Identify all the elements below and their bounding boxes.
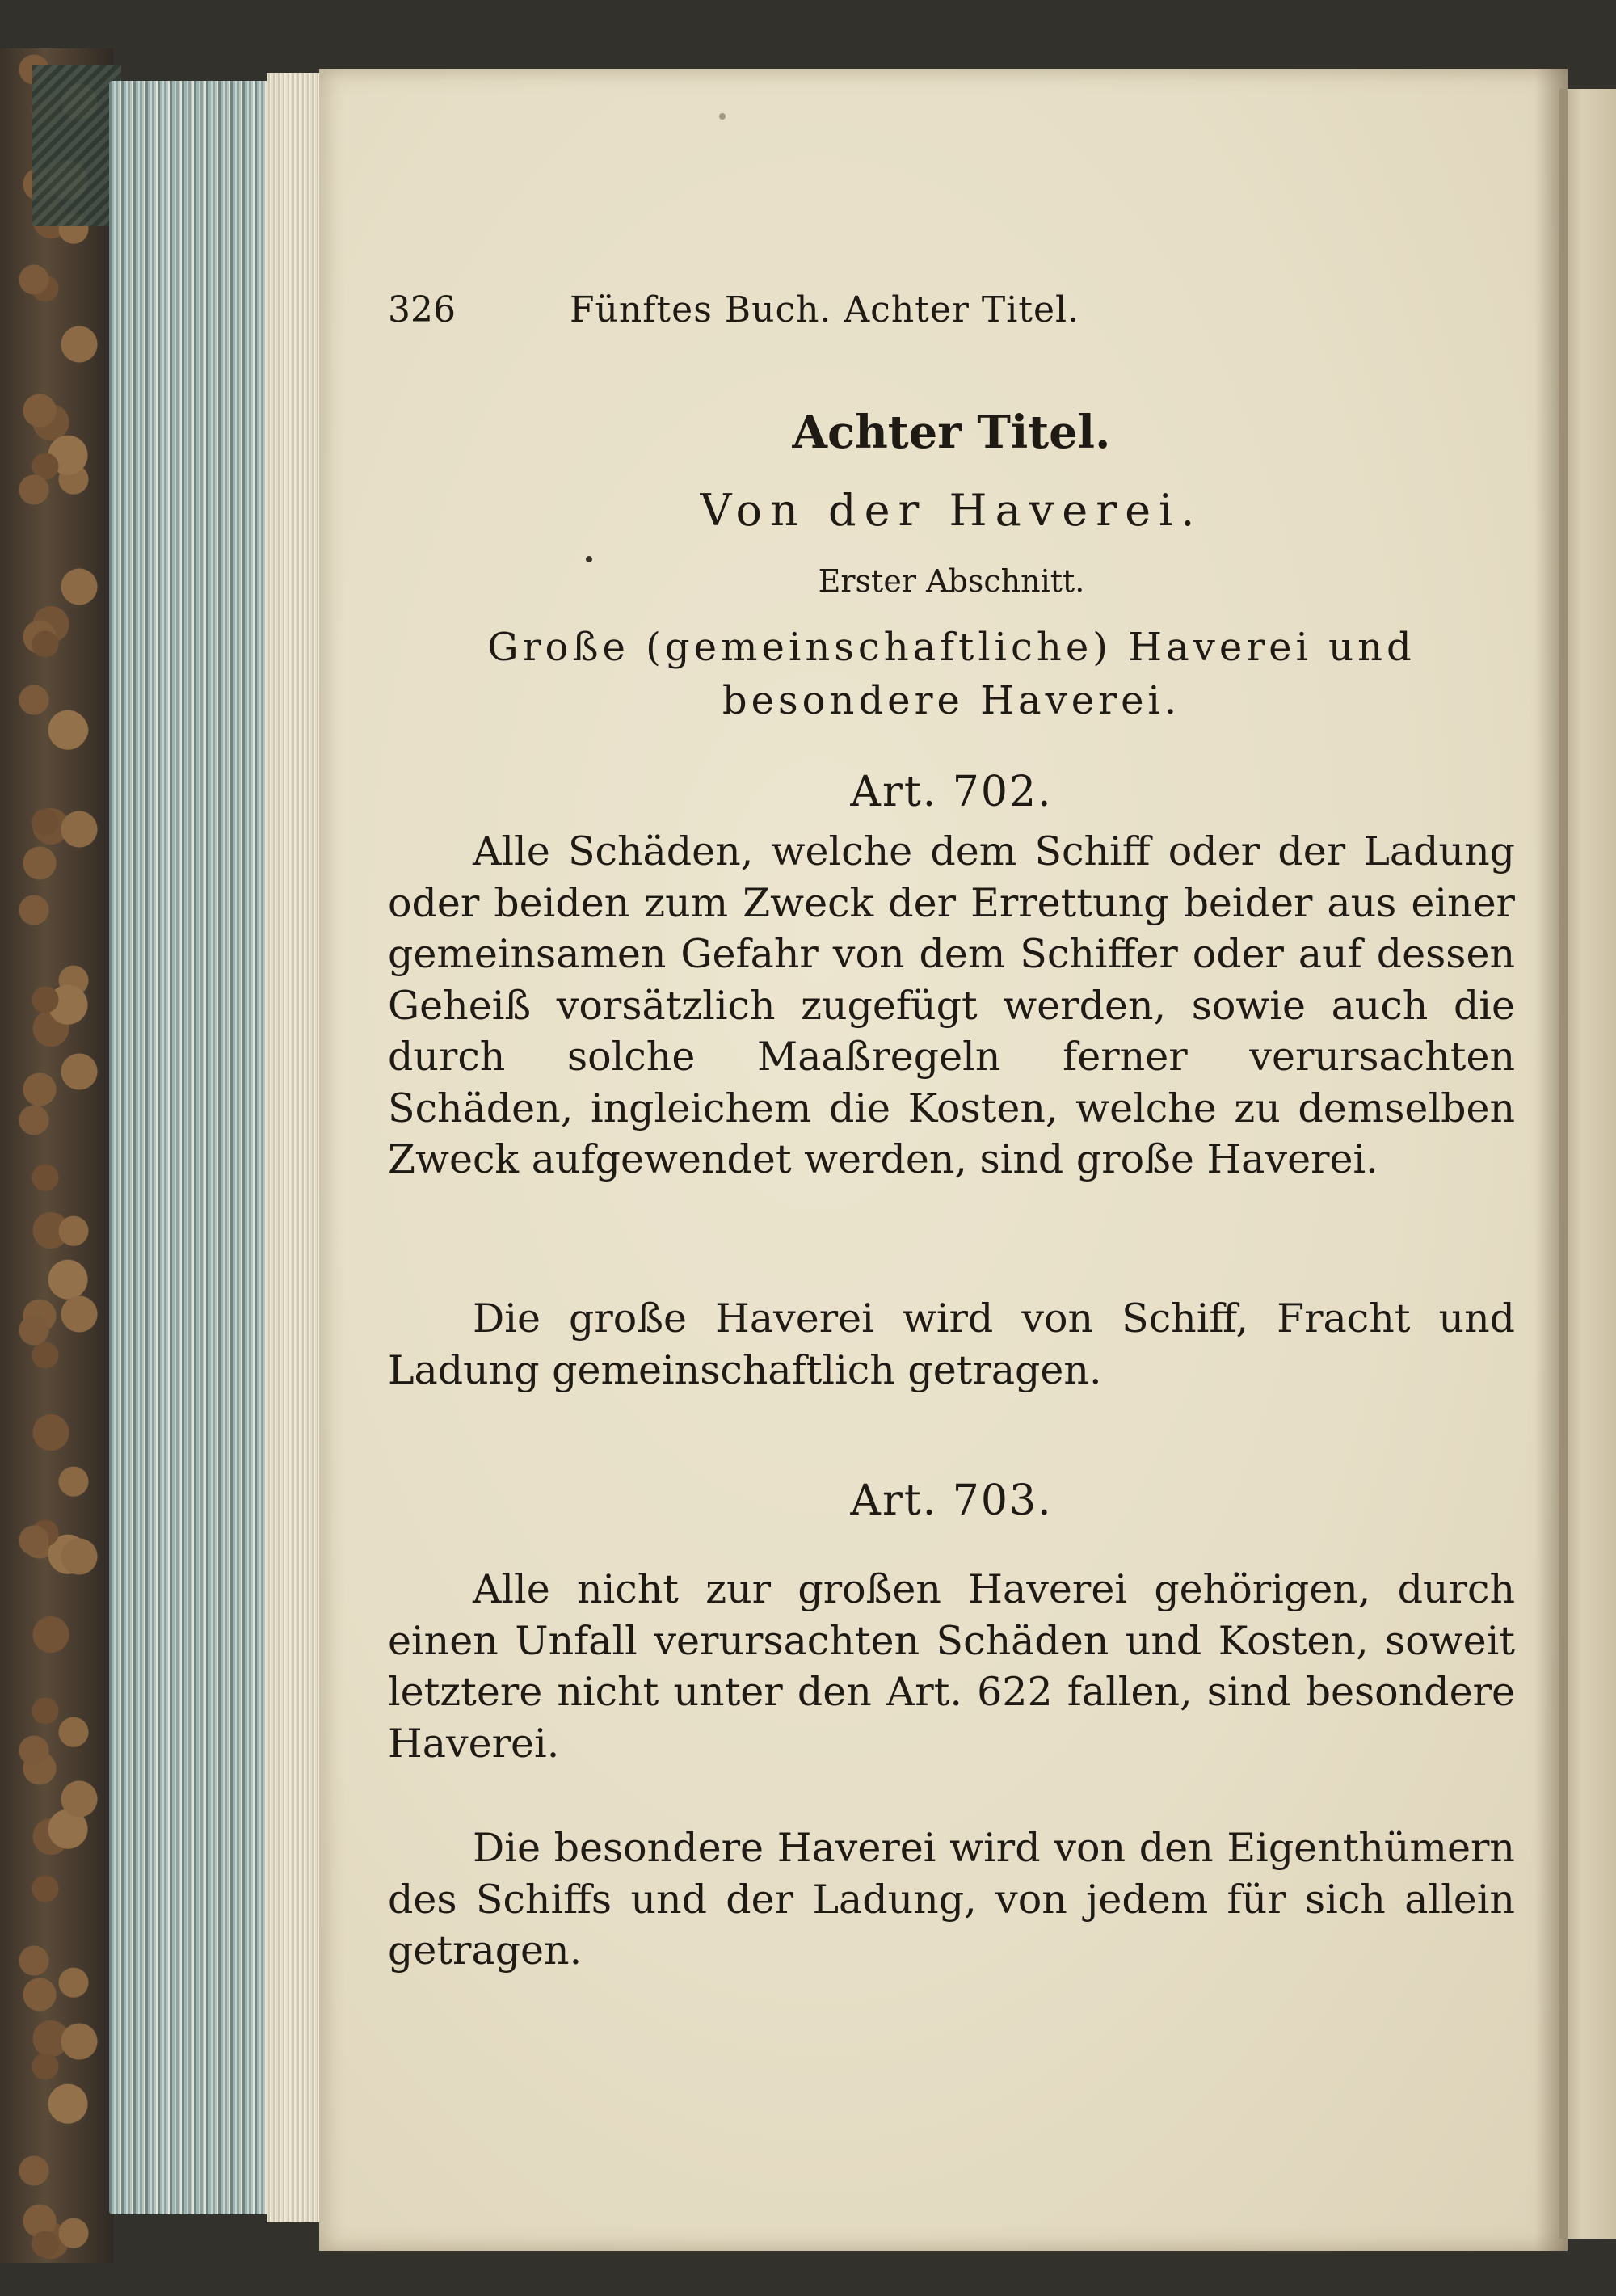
article-paragraph: Die große Haverei wird von Schiff, Fracht und Ladung gemeinschaftlich getragen.	[388, 1295, 1515, 1393]
section-title	[388, 621, 1515, 727]
page-number: 326	[388, 289, 456, 331]
gutter-shadow	[1535, 69, 1568, 2251]
article-paragraph: Alle nicht zur großen Haverei gehörigen, durch einen Unfall verursachten Schäden und Kosten, soweit letztere nicht unter den Art. 622 fallen, sind besondere Haverei.	[388, 1566, 1515, 1767]
article-paragraph: Alle Schäden, welche dem Schiff oder der Ladung oder beiden zum Zweck der Errettung beider aus einer gemeinsamen Gefahr von dem Schiffer oder auf dessen Geheiß vorsätzlich zugefügt werden, sowie auch die durch solche Maaßregeln ferner verursachten Schäden, ingleichem die Kosten, welche zu demselben Zweck aufgewendet werden, sind große Haverei.	[388, 828, 1515, 1182]
article-paragraph: Die besondere Haverei wird von den Eigenthümern des Schiffs und der Ladung, von jedem für sich allein getragen.	[388, 1825, 1515, 1974]
running-head	[388, 289, 1515, 338]
page-edges-inner	[267, 73, 327, 2222]
cover-spine-cloth	[32, 65, 121, 226]
article-heading: Art. 703.	[850, 1477, 1053, 1525]
next-page-sliver	[1559, 89, 1616, 2239]
ink-speck	[719, 113, 726, 120]
chapter-title: Achter Titel.	[792, 406, 1111, 459]
marbled-cover	[0, 48, 113, 2263]
article-heading: Art. 702.	[850, 768, 1053, 816]
running-head-title: Fünftes Buch. Achter Titel.	[570, 289, 1080, 331]
section-title-line: Große (gemeinschaftliche) Haverei und	[487, 625, 1416, 670]
section-label: Erster Abschnitt.	[818, 563, 1085, 599]
chapter-subtitle: Von der Haverei.	[700, 485, 1203, 536]
section-title-line: besondere Haverei.	[722, 678, 1181, 723]
ink-speck	[586, 556, 592, 562]
